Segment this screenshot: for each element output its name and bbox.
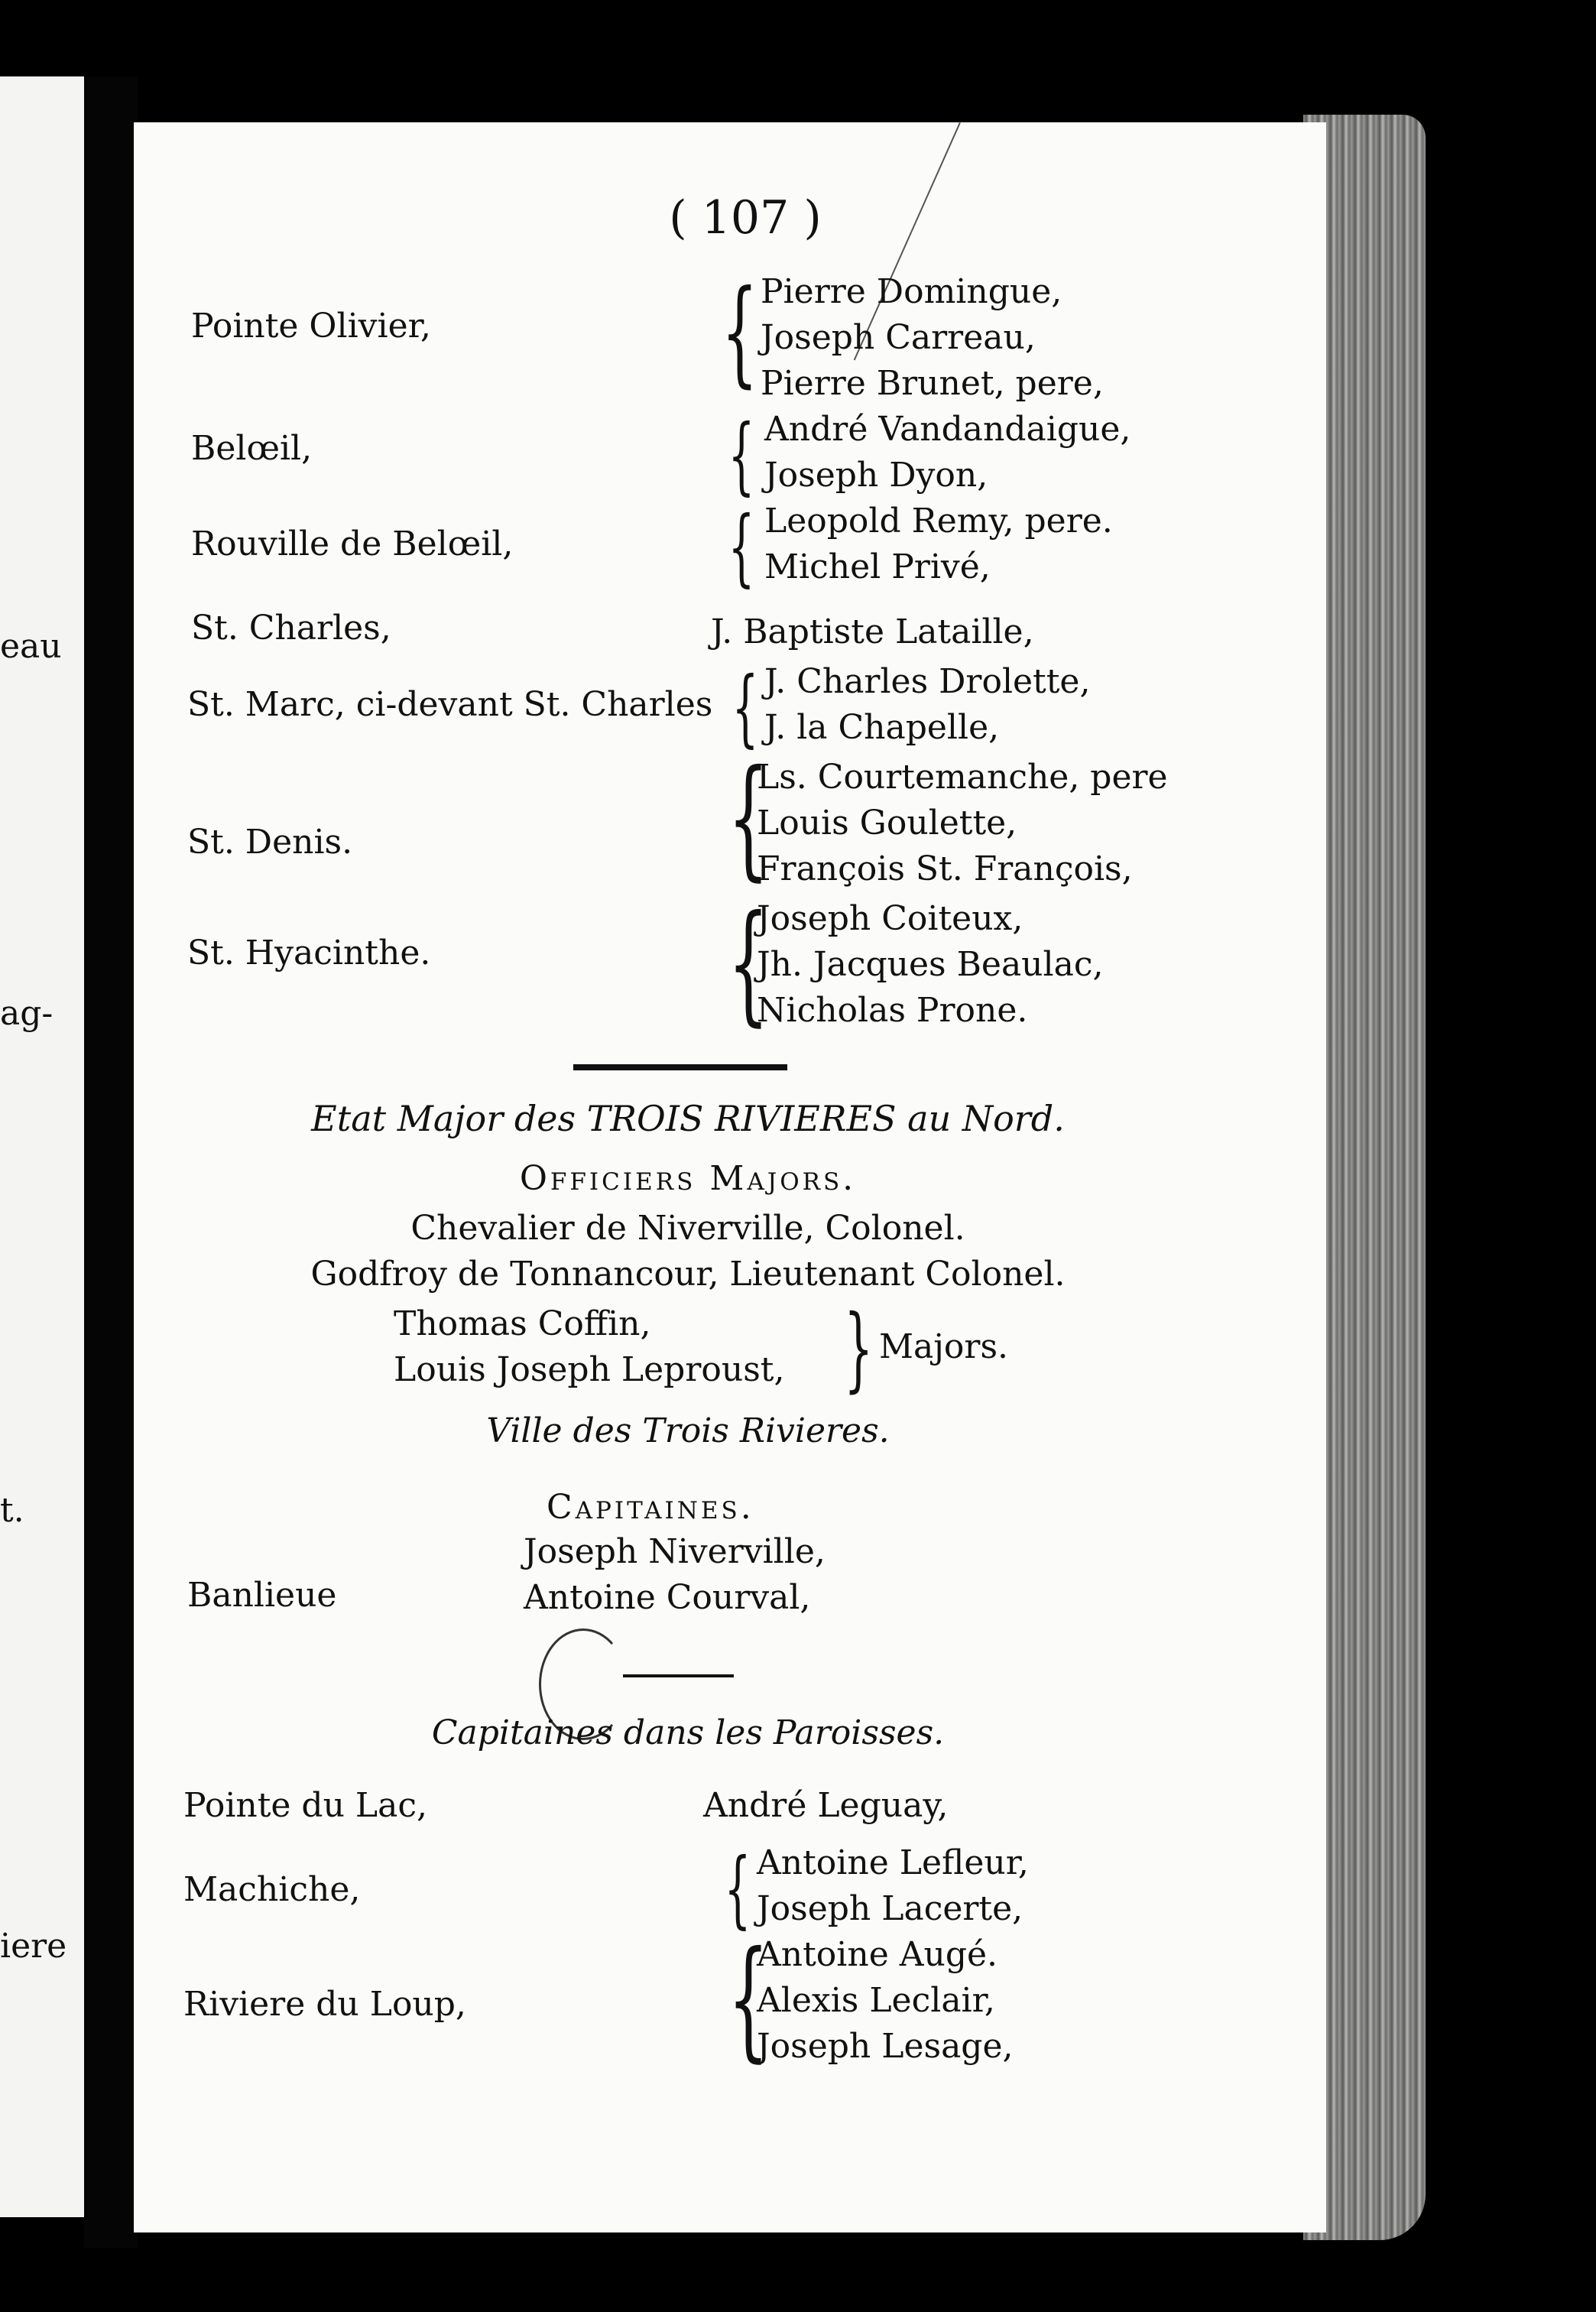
section-heading: Etat Major des TROIS RIVIERES au Nord. bbox=[311, 1098, 1065, 1139]
person-name: André Leguay, bbox=[703, 1786, 949, 1825]
person-name: André Vandandaigue, bbox=[764, 410, 1131, 449]
place-name: St. Marc, ci-devant St. Charles bbox=[187, 685, 713, 724]
person-name: Joseph Lacerte, bbox=[757, 1889, 1023, 1928]
officer-line: Godfroy de Tonnancour, Lieutenant Colonel. bbox=[310, 1255, 1066, 1294]
person-name: J. la Chapelle, bbox=[764, 708, 1000, 747]
place-name: St. Hyacinthe. bbox=[187, 934, 431, 973]
place-name: St. Denis. bbox=[187, 823, 353, 862]
person-name: François St. François, bbox=[757, 849, 1133, 888]
person-name: Joseph Dyon, bbox=[764, 456, 988, 495]
section-subheading: Capitaines. bbox=[547, 1488, 754, 1527]
person-name: Leopold Remy, pere. bbox=[764, 502, 1113, 541]
place-name: Machiche, bbox=[183, 1870, 361, 1909]
book-gutter bbox=[84, 76, 138, 2248]
place-name: Banlieue bbox=[187, 1576, 337, 1615]
person-name: Pierre Brunet, pere, bbox=[761, 364, 1104, 403]
place-name: St. Charles, bbox=[191, 609, 391, 648]
left-page-fragment: t. bbox=[0, 1491, 24, 1530]
person-name: J. Baptiste Lataille, bbox=[711, 612, 1034, 651]
place-name: Riviere du Loup, bbox=[183, 1985, 466, 2024]
place-name: Rouville de Belœil, bbox=[191, 524, 514, 563]
person-name: Alexis Leclair, bbox=[757, 1981, 995, 2020]
person-name: Antoine Augé. bbox=[757, 1935, 998, 1974]
officer-line: Chevalier de Niverville, Colonel. bbox=[410, 1209, 965, 1248]
section-heading: Ville des Trois Rivieres. bbox=[486, 1411, 890, 1450]
left-page-fragment: iere bbox=[0, 1927, 67, 1966]
person-name: Louis Goulette, bbox=[757, 804, 1017, 843]
person-name: Joseph Lesage, bbox=[757, 2027, 1014, 2066]
section-subheading: Officiers Majors. bbox=[519, 1159, 857, 1198]
person-name: Joseph Carreau, bbox=[761, 318, 1036, 357]
person-name: Jh. Jacques Beaulac, bbox=[757, 945, 1104, 984]
person-name: Antoine Courval, bbox=[524, 1578, 811, 1617]
person-name: Joseph Niverville, bbox=[524, 1532, 826, 1571]
place-name: Pointe Olivier, bbox=[191, 307, 431, 346]
brace: { bbox=[728, 498, 755, 596]
person-name: Ls. Courtemanche, pere bbox=[757, 758, 1168, 797]
left-page-fragment: eau bbox=[0, 627, 62, 666]
place-name: Belœil, bbox=[191, 429, 313, 468]
brace: { bbox=[728, 406, 755, 504]
person-name: Antoine Lefleur, bbox=[757, 1843, 1029, 1882]
left-page-fragment: ag- bbox=[0, 994, 54, 1033]
person-name: Michel Privé, bbox=[764, 547, 991, 586]
person-name: J. Charles Drolette, bbox=[764, 662, 1091, 701]
brace: } bbox=[844, 1296, 874, 1402]
book-page bbox=[134, 122, 1326, 2232]
place-name: Pointe du Lac, bbox=[183, 1786, 427, 1825]
majors-label: Majors. bbox=[879, 1327, 1009, 1366]
brace: { bbox=[728, 1924, 770, 2075]
section-divider bbox=[573, 1064, 787, 1070]
brace: { bbox=[728, 888, 770, 1039]
section-heading: Capitaines dans les Paroisses. bbox=[431, 1713, 945, 1752]
person-name: Nicholas Prone. bbox=[757, 991, 1028, 1030]
brace: { bbox=[728, 742, 770, 894]
person-name: Joseph Coiteux, bbox=[757, 899, 1023, 938]
major-name: Louis Joseph Leproust, bbox=[394, 1350, 785, 1389]
page-number: ( 107 ) bbox=[669, 191, 822, 245]
major-name: Thomas Coffin, bbox=[394, 1304, 651, 1343]
brace: { bbox=[732, 658, 759, 756]
brace: { bbox=[721, 266, 758, 399]
section-divider bbox=[623, 1674, 734, 1677]
person-name: Pierre Domingue, bbox=[761, 272, 1062, 311]
brace: { bbox=[724, 1840, 751, 1937]
